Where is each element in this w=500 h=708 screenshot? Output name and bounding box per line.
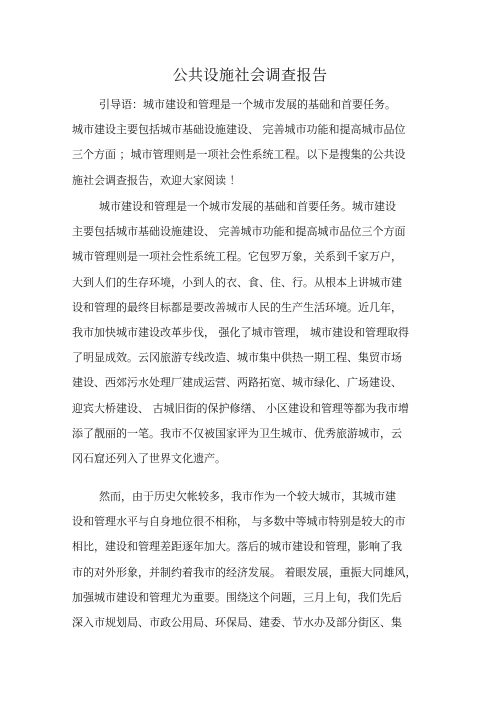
text-line: 我市加快城市建设改革步伐， 强化了城市管理， 城市建设和管理取得: [72, 325, 409, 339]
text-line: 冈石窟还列入了世界文化遗产。: [72, 451, 226, 465]
text-line: 城市管理则是一项社会性系统工程。它包罗万象，关系到千家万户，: [72, 250, 402, 264]
text-line: 迎宾大桥建设、 古城旧街的保护修缮、 小区建设和管理等都为我市增: [72, 401, 409, 415]
paragraph-body-1: [72, 194, 432, 471]
text-line: 设和管理的最终目标都是要改善城市人民的生产生活环境。近几年，: [72, 300, 402, 314]
text-line: 加强城市建设和管理尤为重要。围绕这个问题，三月上旬，我们先后: [72, 590, 402, 604]
text-line: 施社会调查报告，欢迎大家阅读 ！: [72, 173, 241, 187]
text-line: 大到人们的生存环境，小到人的衣、食、住、行。从根本上讲城市建: [72, 275, 402, 289]
text-line: 设和管理水平与自身地位很不相称， 与多数中等城市特别是较大的市: [72, 515, 406, 529]
text-line: 城市建设主要包括城市基础设施建设、 完善城市功能和提高城市品位: [72, 123, 406, 137]
text-line: 相比，建设和管理差距逐年加大。落后的城市建设和管理，影响了我: [72, 540, 402, 554]
text-line: 市的对外形象，并制约着我市的经济发展。 着眼发展，重振大同雄风，: [72, 565, 417, 579]
page-title: 公共设施社会调查报告: [172, 66, 328, 84]
text-line: 城市建设和管理是一个城市发展的基础和首要任务。城市建设: [99, 200, 396, 213]
text-line: 然而，由于历史欠帐较多，我市作为一个较大城市，其城市建: [99, 490, 396, 503]
text-line: 主要包括城市基础设施建设、 完善城市功能和提高城市品位三个方面: [72, 225, 406, 239]
text-line: 引导语：城市建设和管理是一个城市发展的基础和首要任务。: [99, 98, 396, 111]
paragraph-body-2: [72, 484, 432, 635]
text-line: 深入市规划局、市政公用局、环保局、建委、节水办及部分街区、集: [72, 615, 402, 629]
paragraph-intro: [72, 92, 432, 193]
text-line: 三个方面 ；城市管理则是一项社会性系统工程。以下是搜集的公共设: [72, 148, 406, 162]
text-line: 添了靓丽的一笔。我市不仅被国家评为卫生城市、优秀旅游城市，云: [72, 426, 402, 440]
text-line: 了明显成效。云冈旅游专线改造、城市集中供热一期工程、集贸市场: [72, 351, 402, 365]
text-line: 建设、西郊污水处理厂建成运营、两路拓宽、城市绿化、广场建设、: [72, 376, 402, 390]
